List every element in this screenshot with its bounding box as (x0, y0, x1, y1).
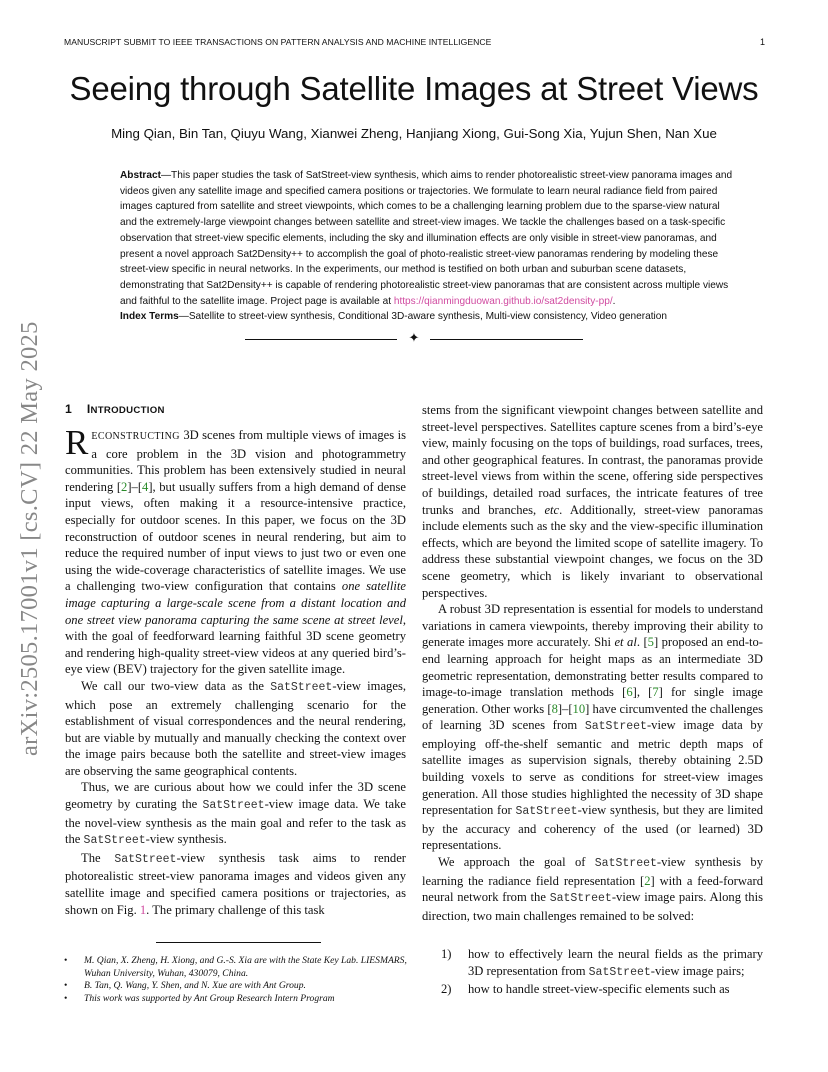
citation-link[interactable]: 6 (626, 685, 633, 700)
separator-diamond-icon: ✦ (408, 330, 420, 345)
paragraph: Thus, we are curious about how we could infer the 3D scene geometry by curating the SatStreet-view image data. We take the novel-view synthesis as the main goal and refer to the task as the SatStreet-view synthesis. (65, 780, 406, 848)
footnote-rule (156, 942, 321, 943)
citation-link[interactable]: 10 (572, 701, 586, 716)
paragraph: stems from the significant viewpoint changes between satellite and street-level perspectives. Satellites capture scenes from a bird’s-eye view, mainly focusing on the tops of buildings, road surfaces, trees, and other geographical features. In contrast, the panoramas provide street-level views from within the scene, offering side perspectives of buildings, detailed road surfaces, the intricate features of tree trunks and branches, etc. Additionally, street-view panoramas include elements such as the sky and the view-specific illumination effects, which are beyond the limited scope of satellite imagery. To address these substantial viewpoint changes, we focus on the 3D scene geometry, which is likely invariant to observational perspectives. (422, 403, 763, 600)
challenge-list (422, 946, 763, 998)
citation-link[interactable]: 2 (644, 873, 651, 888)
separator-line-right (430, 339, 583, 340)
footnotes (64, 955, 409, 1005)
left-column (65, 423, 406, 918)
abstract-text: —This paper studies the task of SatStreet-view synthesis, which aims to render photorealistic street-view panorama images and videos given any satellite image and specified camera positions or trajectories. We formulate to learn neural radiance field from paired images captured from satellite and street viewpoints, which comes to be a challenging learning problem due to the sparse-view natural and the extremely-large viewpoint changes between satellite and street-view images. We tackle the challenges based on a task-specific observation that street-view specific elements, including the sky and illumination effects are only visible in street-view panoramas, and present a novel approach Sat2Density++ to accomplish the goal of photo-realistic street-view panoramas rendering by modeling these street-view specific in neural networks. In the experiments, our method is testified on both urban and suburban scene datasets, demonstrating that Sat2Density++ is capable of rendering photorealistic street-view panoramas that are consistent across multiple views and faithful to the satellite image. Project page is available at (120, 170, 733, 307)
paragraph: We approach the goal of SatStreet-view synthesis by learning the radiance field representation [2] with a feed-forward neural network from the SatStreet-view image pairs. Along this direction, two main challenges remained to be solved: (422, 855, 764, 923)
index-terms (120, 309, 738, 325)
project-page-link[interactable]: https://qianmingduowan.github.io/sat2density-pp/ (393, 295, 613, 307)
paper-title: Seeing through Satellite Images at Street Views (69, 70, 759, 107)
section-heading: 1 INTRODUCTION (65, 402, 165, 416)
footnote: • This work was supported by Ant Group Research Intern Program (64, 992, 335, 1004)
page-number: 1 (759, 37, 765, 47)
paragraph: RECONSTRUCTING 3D scenes from multiple views of images is a core problem in the 3D vision and photogrammetry communities. This problem has been extensively studied in neural rendering [2]–[4], but usually suffers from a high demand of dense input views, often making it a resource-intensive practice, especially for outdoor scenes. In this paper, we focus on the 3D reconstruction of outdoor scenes in neural rendering, but aim to reduce the required number of input views to just two or even one using the wide-coverage characteristics of satellite images. We use a challenging two-view configuration that contains one satellite image capturing a large-scale scene from a distant location and one street view panorama capturing the same scene at street level, with the goal of feedforward learning faithful 3D scene geometry and rendering high-quality street-view videos at any queried bird’s-eye view (BEV) trajectory for the given satellite image. (65, 423, 406, 677)
dropcap: R (65, 423, 89, 462)
arxiv-stamp[interactable]: arXiv:2505.17001v1 [cs.CV] 22 May 2025 (16, 321, 43, 756)
paragraph: We call our two-view data as the SatStreet-view images, which pose an extremely challenging scenario for the establishment of visual correspondences and the neural rendering, but are viable by mutually and manually checking the context over the image pairs because both the satellite and street-view images are observing the same geographical contents. (65, 678, 406, 778)
list-item: 2) how to handle street-view-specific elements such as (441, 982, 730, 997)
abstract-label: Abstract (120, 170, 161, 181)
index-terms-text: —Satellite to street-view synthesis, Conditional 3D-aware synthesis, Multi-view consistency, Video generation (178, 311, 667, 322)
index-terms-label: Index Terms (120, 311, 179, 322)
citation-link[interactable]: 4 (142, 479, 149, 494)
citation-link[interactable]: 2 (121, 479, 128, 494)
list-item: 1) how to effectively learn the neural fields as the primary 3D representation from SatStreet-view image pairs; (441, 947, 763, 979)
footnote: • B. Tan, Q. Wang, Y. Shen, and N. Xue are with Ant Group. (64, 980, 306, 992)
footnote: • M. Qian, X. Zheng, H. Xiong, and G.-S. Xia are with the State Key Lab. LIESMARS, Wuhan University, Wuhan, 430079, China. (64, 955, 407, 979)
citation-link[interactable]: 7 (652, 685, 659, 700)
paragraph: A robust 3D representation is essential for models to understand variations in camera viewpoints, thereby improving their ability to generate images more accurately. Shi et al. [5] proposed an end-to-end learning approach for height maps as an intermediate 3D geometric representation, demonstrating better results compared to image-to-image translation methods [6], [7] for single image generation. Other works [8]–[10] have circumvented the challenges of learning 3D scenes from SatStreet-view image data by employing off-the-shelf semantic and metric depth maps of satellite images as supervision signals, thereby obtaining 2.5D building voxels to serve as conditions for street-view images generation. All those studies highlighted the necessity of 3D shape representation for SatStreet-view synthesis, but they are limited by the accuracy and coherency of the used (or learned) 3D representations. (422, 602, 763, 853)
paragraph: The SatStreet-view synthesis task aims to render photorealistic street-view panorama images and videos given any satellite image and specified camera positions or trajectories, as shown on Fig. 1. The primary challenge of this task (65, 850, 406, 917)
author-list: Ming Qian, Bin Tan, Qiuyu Wang, Xianwei Zheng, Hanjiang Xiong, Gui-Song Xia, Yujun Shen, Nan Xue (111, 126, 717, 141)
citation-link[interactable]: 5 (647, 635, 654, 650)
separator-line-left (245, 339, 397, 340)
citation-link[interactable]: 8 (551, 701, 558, 716)
running-head: MANUSCRIPT SUBMIT TO IEEE TRANSACTIONS ON PATTERN ANALYSIS AND MACHINE INTELLIGENCE (64, 37, 492, 47)
abstract: Abstract—This paper studies the task of SatStreet-view synthesis, which aims to render photorealistic street-view panorama images and videos given any satellite image and specified camera positions or trajectories. We formulate to learn neural radiance field from paired images captured from satellite and street viewpoints, which comes to be a challenging learning problem due to the sparse-view natural and the extremely-large viewpoint changes between satellite and street-view images. We tackle the challenges based on a task-specific observation that street-view specific elements, including the sky and illumination effects are only visible in street-view panoramas, and present a novel approach Sat2Density++ to accomplish the goal of photo-realistic street-view panoramas rendering by modeling these street-view specific in neural networks. In the experiments, our method is testified on both urban and suburban scene datasets, demonstrating that Sat2Density++ is capable of rendering photorealistic street-view panoramas that are consistent across multiple views and faithful to the satellite image. Project page is available at https://qianmingduowan.github.io/sat2density-pp/. (120, 170, 733, 307)
figure-link[interactable]: 1 (139, 902, 147, 917)
right-column (422, 402, 763, 924)
